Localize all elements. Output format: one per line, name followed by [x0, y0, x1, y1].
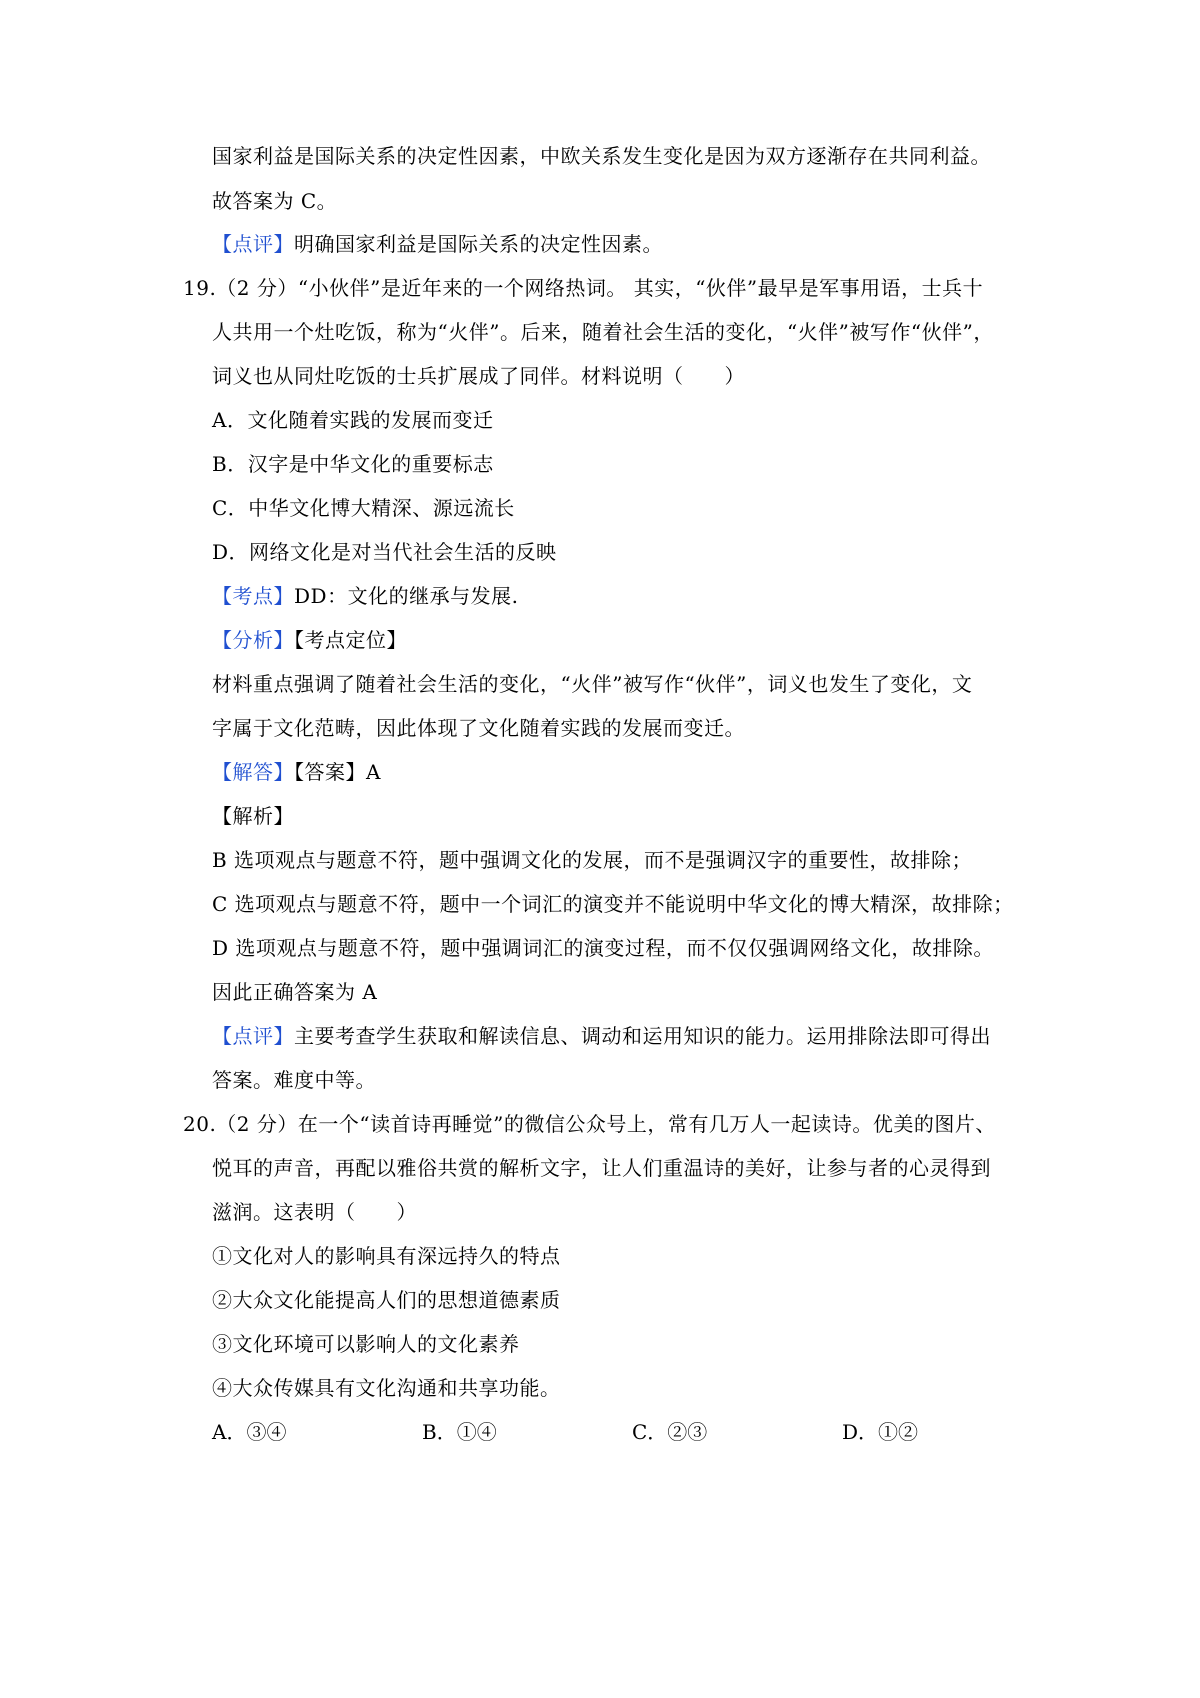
q19-jiexi-b: B 选项观点与题意不符，题中强调文化的发展，而不是强调汉字的重要性，故排除； [212, 848, 973, 872]
q20-item-1: ①文化对人的影响具有深远持久的特点 [212, 1244, 561, 1268]
review-text: 主要考查学生获取和解读信息、调动和运用知识的能力。运用排除法即可得出 [294, 1024, 991, 1048]
q19-kaodian [212, 582, 518, 610]
fenxi-tag: 【分析】 [212, 628, 294, 652]
kaodian-tag: 【考点】 [212, 584, 294, 608]
q19-stem-line-3: 词义也从同灶吃饭的士兵扩展成了同伴。材料说明（ ） [212, 364, 745, 388]
review-tag: 【点评】 [212, 232, 294, 256]
q20-option-d: D．①② [842, 1420, 919, 1444]
fenxi-subtag: 【考点定位】 [294, 628, 407, 652]
q19-fenxi [212, 626, 407, 654]
q19-jiexi-heading: 【解析】 [212, 804, 294, 828]
kaodian-text: DD：文化的继承与发展. [294, 584, 519, 608]
q20-stem-line-2: 悦耳的声音，再配以雅俗共赏的解析文字，让人们重温诗的美好，让参与者的心灵得到 [212, 1156, 991, 1180]
q19-fenxi-line-1: 材料重点强调了随着社会生活的变化，“火伴”被写作“伙伴”，词义也发生了变化，文 [212, 672, 973, 696]
jieda-answer: 【答案】A [294, 760, 381, 784]
prev-explanation-line: 国家利益是国际关系的决定性因素，中欧关系发生变化是因为双方逐渐存在共同利益。 [212, 144, 991, 168]
review-text: 明确国家利益是国际关系的决定性因素。 [294, 232, 663, 256]
q19-option-d: D．网络文化是对当代社会生活的反映 [212, 540, 557, 564]
jieda-tag: 【解答】 [212, 760, 294, 784]
q19-review-line-2: 答案。难度中等。 [212, 1068, 376, 1092]
q19-option-c: C．中华文化博大精深、源远流长 [212, 496, 515, 520]
q19-option-b: B．汉字是中华文化的重要标志 [212, 452, 494, 476]
q20-option-b: B．①④ [422, 1420, 497, 1444]
q19-review [212, 1022, 991, 1050]
q19-stem-line-2: 人共用一个灶吃饭，称为“火伴”。后来，随着社会生活的变化，“火伴”被写作“伙伴”， [212, 320, 994, 344]
q20-option-c: C．②③ [632, 1420, 708, 1444]
q20-item-4: ④大众传媒具有文化沟通和共享功能。 [212, 1376, 561, 1400]
q19-jiexi-d: D 选项观点与题意不符，题中强调词汇的演变过程，而不仅仅强调网络文化，故排除。 [212, 936, 994, 960]
q20-option-a: A．③④ [212, 1420, 287, 1444]
q20-item-2: ②大众文化能提高人们的思想道德素质 [212, 1288, 561, 1312]
prev-review [212, 230, 663, 258]
q20-item-3: ③文化环境可以影响人的文化素养 [212, 1332, 520, 1356]
q19-option-a: A．文化随着实践的发展而变迁 [212, 408, 494, 432]
q20-options [212, 1418, 1052, 1446]
q19-fenxi-line-2: 字属于文化范畴，因此体现了文化随着实践的发展而变迁。 [212, 716, 745, 740]
prev-answer-line: 故答案为 C。 [212, 189, 338, 213]
review-tag: 【点评】 [212, 1024, 294, 1048]
q20-stem-line-3: 滋润。这表明（ ） [212, 1200, 417, 1224]
q19-jiexi-c: C 选项观点与题意不符，题中一个词汇的演变并不能说明中华文化的博大精深，故排除； [212, 892, 1014, 916]
q20-stem-line-1: 20.（2 分）在一个“读首诗再睡觉”的微信公众号上，常有几万人一起读诗。优美的图片、 [183, 1112, 996, 1136]
q19-correct-answer: 因此正确答案为 A [212, 980, 378, 1004]
q19-jieda [212, 758, 381, 786]
q19-stem-line-1: 19.（2 分）“小伙伴”是近年来的一个网络热词。 其实，“伙伴”最早是军事用语，士兵十 [183, 276, 984, 300]
